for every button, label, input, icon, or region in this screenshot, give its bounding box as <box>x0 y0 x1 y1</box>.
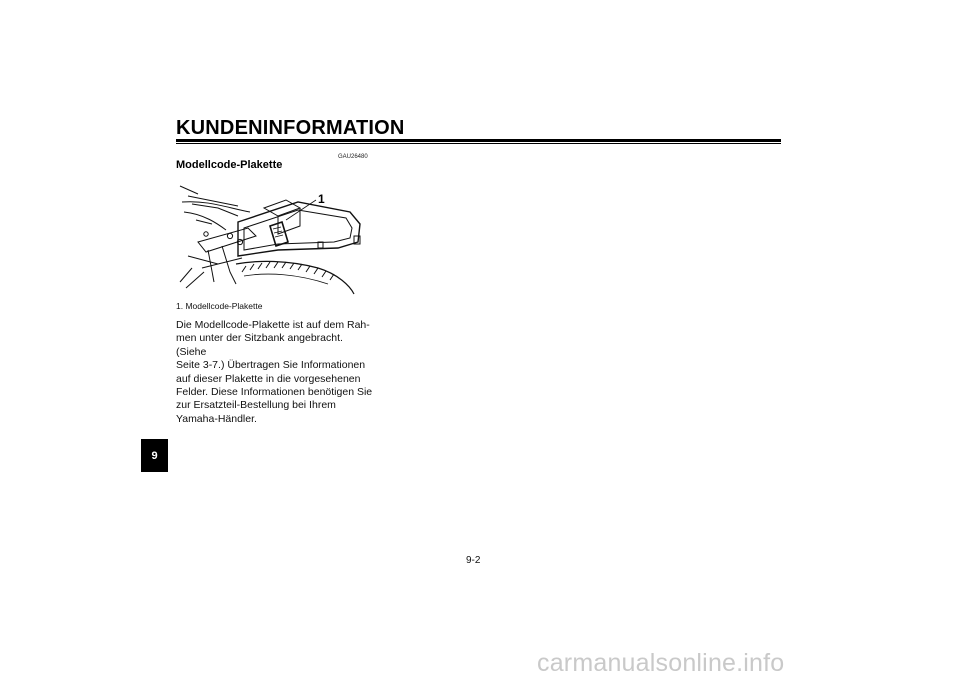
figure-callout-number: 1 <box>318 192 325 206</box>
watermark: carmanualsonline.info <box>537 649 785 677</box>
section-heading: Modellcode-Plakette <box>176 159 283 171</box>
frame-illustration <box>178 172 374 296</box>
chapter-tab: 9 <box>141 439 168 472</box>
header-rule-thin <box>176 143 781 144</box>
page-title: KUNDENINFORMATION <box>176 117 405 139</box>
body-paragraph: Die Modellcode-Plakette ist auf dem Rah- men unter der Sitzbank angebracht. (Siehe Seite 3-7.) Übertragen Sie Informationen auf dieser Plakette in die vorgesehenen Felder. Diese Informationen benötigen Sie zur Ersatzteil-Bestellung bei Ihrem Yamaha-Händler. <box>176 319 373 425</box>
header-rule-thick <box>176 139 781 142</box>
section-code: GAU26480 <box>338 154 368 160</box>
page-number: 9-2 <box>466 555 481 566</box>
figure-caption: 1. Modellcode-Plakette <box>176 301 263 311</box>
